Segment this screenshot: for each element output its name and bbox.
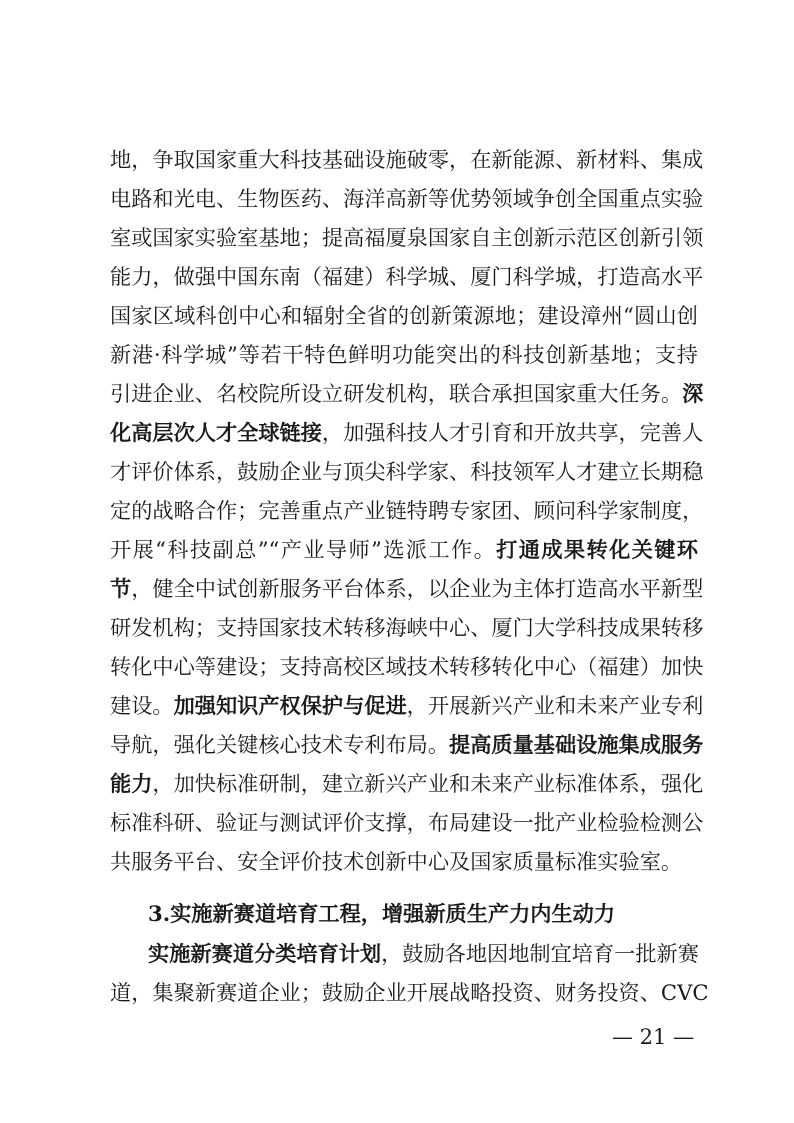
bold-text-segment: 3.实施新赛道培育工程，增强新质生产力内生动力: [148, 901, 616, 926]
text-line: [110, 260, 704, 294]
text-line: [110, 611, 704, 645]
bold-text-segment: 节: [110, 576, 132, 601]
text-segment: 建设。: [110, 693, 174, 718]
text-segment: 道，集聚新赛道企业；鼓励企业开展战略投资、财务投资、CVC: [110, 980, 709, 1005]
bold-text-segment: 打通成果转化关键环: [496, 537, 698, 562]
text-line: [110, 533, 698, 567]
text-line: [110, 455, 704, 489]
text-line: [110, 728, 704, 762]
text-line: [110, 767, 704, 801]
text-segment: 引进企业、名校院所设立研发机构，联合承担国家重大任务。: [110, 381, 683, 406]
text-line: [110, 416, 704, 450]
text-segment: 转化中心等建设；支持高校区域技术转移转化中心（福建）加快: [110, 654, 704, 679]
text-line: [148, 937, 698, 971]
text-segment: 导航，强化关键核心技术专利布局。: [110, 732, 450, 757]
text-segment: ，鼓励各地因地制宜培育一批新赛: [381, 941, 699, 966]
text-segment: 定的战略合作；完善重点产业链特聘专家团、顾问科学家制度，: [110, 498, 704, 523]
text-line: [110, 338, 698, 372]
text-segment: ，加快标准研制，建立新兴产业和未来产业标准体系，强化: [152, 771, 704, 796]
bold-text-segment: 深: [682, 381, 704, 406]
bold-text-segment: 提高质量基础设施集成服务: [449, 732, 704, 757]
text-segment: ，开展新兴产业和未来产业专利: [406, 693, 704, 718]
text-line: [110, 494, 704, 528]
bold-text-segment: 加强知识产权保护与促进: [173, 693, 407, 718]
text-segment: 能力，做强中国东南（福建）科学城、厦门科学城，打造高水平: [110, 264, 704, 289]
page-number: — 21 —: [612, 1025, 695, 1049]
text-segment: 室或国家实验室基地；提高福厦泉国家自主创新示范区创新引领: [110, 225, 704, 250]
text-segment: 才评价体系，鼓励企业与顶尖科学家、科技领军人才建立长期稳: [110, 459, 704, 484]
text-segment: 标准科研、验证与测试评价支撑，布局建设一批产业检验检测公: [110, 810, 704, 835]
text-line: [110, 143, 704, 177]
text-segment: ，加强科技人才引育和开放共享，完善人: [321, 420, 704, 445]
bold-text-segment: 化高层次人才全球链接: [110, 420, 322, 445]
text-segment: 共服务平台、安全评价技术创新中心及国家质量标准实验室。: [110, 849, 683, 874]
text-line: [110, 377, 704, 411]
text-line: [110, 689, 704, 723]
bold-text-segment: 实施新赛道分类培育计划: [148, 941, 382, 966]
text-segment: 电路和光电、生物医药、海洋高新等优势领域争创全国重点实验: [110, 186, 704, 211]
text-line: [110, 976, 709, 1010]
text-line: [110, 806, 704, 840]
text-line: [110, 845, 698, 879]
text-segment: 研发机构；支持国家技术转移海峡中心、厦门大学科技成果转移: [110, 615, 704, 640]
text-segment: 新港·科学城”等若干特色鲜明功能突出的科技创新基地；支持: [110, 342, 698, 367]
text-segment: ，健全中试创新服务平台体系，以企业为主体打造高水平新型: [131, 576, 704, 601]
text-segment: 地，争取国家重大科技基础设施破零，在新能源、新材料、集成: [110, 147, 704, 172]
text-line: [110, 221, 704, 255]
text-segment: 开展“科技副总”“产业导师”选派工作。: [110, 537, 497, 562]
text-line: [110, 650, 704, 684]
bold-text-segment: 能力: [110, 771, 153, 796]
text-line: [110, 182, 704, 216]
text-line: [148, 897, 698, 931]
text-segment: 国家区域科创中心和辐射全省的创新策源地；建设漳州“圆山创: [110, 303, 698, 328]
text-line: [110, 299, 698, 333]
text-line: [110, 572, 704, 606]
